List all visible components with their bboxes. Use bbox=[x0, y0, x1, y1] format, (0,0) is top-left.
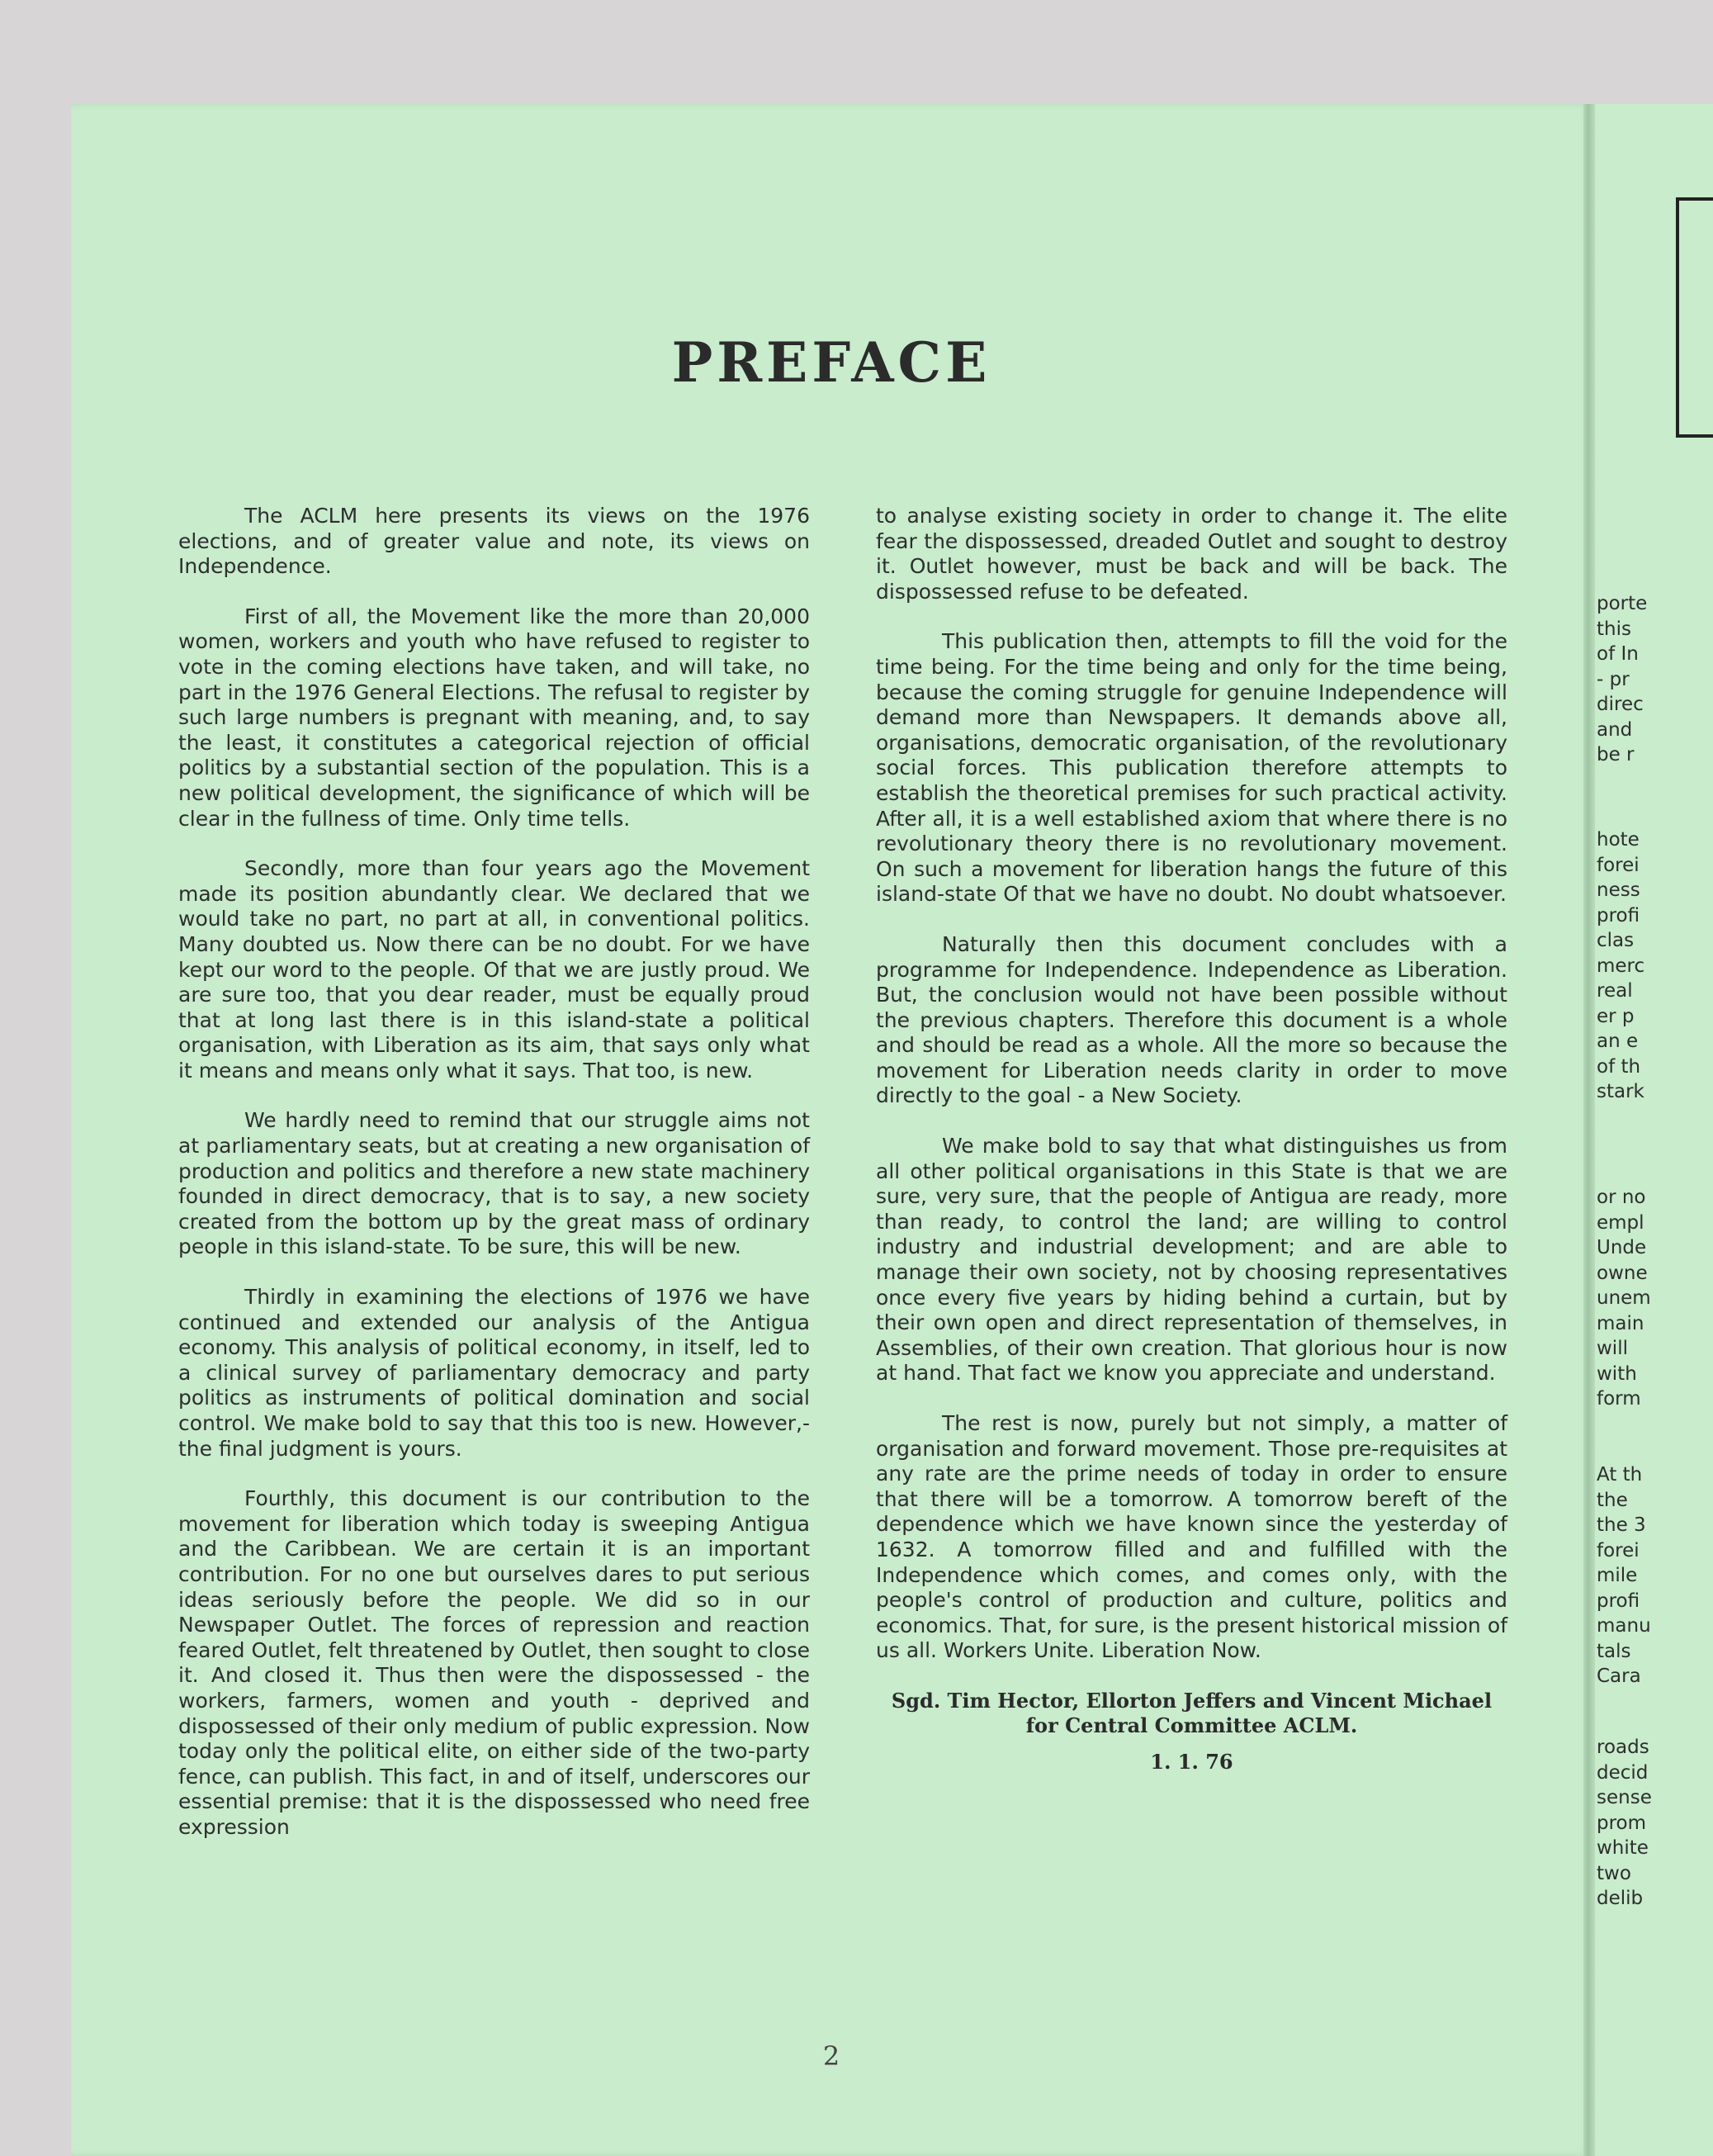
page-title: PREFACE bbox=[671, 330, 991, 395]
fragment-line: with bbox=[1597, 1362, 1637, 1385]
fragment-line: Cara bbox=[1597, 1666, 1641, 1687]
fragment-line: roads bbox=[1597, 1737, 1649, 1758]
fragment-line: direc bbox=[1597, 694, 1644, 715]
fragment-line: the bbox=[1597, 1489, 1628, 1511]
fragment-line: empl bbox=[1597, 1211, 1644, 1234]
fragment-line: porte bbox=[1597, 593, 1648, 614]
fragment-line: clas bbox=[1597, 930, 1635, 951]
fragment-line: this bbox=[1597, 618, 1631, 640]
next-page-fragment bbox=[1597, 827, 1713, 1105]
fragment-line: mile bbox=[1597, 1565, 1638, 1586]
book-spine bbox=[1583, 104, 1595, 2156]
fragment-line: and bbox=[1597, 718, 1633, 741]
paragraph: The ACLM here presents its views on the 1976 elections, and of greater value and note, its views on Independence. bbox=[178, 504, 810, 579]
signature: Sgd. Tim Hector, Ellorton Jeffers and Vincent Michael for Central Committee ACLM. bbox=[891, 1688, 1493, 1737]
fragment-line: tals bbox=[1597, 1640, 1631, 1662]
fragment-line: prom bbox=[1597, 1812, 1647, 1834]
fragment-line: unem bbox=[1597, 1287, 1651, 1309]
paragraph: The rest is now, purely but not simply, a matter of organisation and forward movement. Those pre-requisites at any rate are the prime needs of today in order to ensure that there will be a tomorrow. A tomorrow bereft of the dependence which we have known since the yesterday of 1632. A tomorrow filled and and fulfilled with the Independence which comes, and comes only, with the people's control of production and culture, politics and economics. That, for sure, is the present historical mission of us all. Workers Unite. Liberation Now. bbox=[876, 1411, 1507, 1663]
fragment-line: the 3 bbox=[1597, 1514, 1646, 1536]
fragment-line: - pr bbox=[1597, 668, 1630, 690]
fragment-line: will bbox=[1597, 1338, 1628, 1359]
next-page-fragment bbox=[1597, 591, 1713, 768]
paragraph: We hardly need to remind that our struggle aims not at parliamentary seats, but at creating a new organisation of production and politics and therefore a new state machinery founded in direct democracy, that is to say, a new society created from the bottom up by the great mass of ordinary people in this island-state. To be sure, this will be new. bbox=[178, 1108, 810, 1259]
next-page-fragment bbox=[1597, 1462, 1713, 1689]
fragment-line: owne bbox=[1597, 1262, 1648, 1284]
fragment-line: delib bbox=[1597, 1888, 1644, 1909]
fragment-line: of In bbox=[1597, 643, 1639, 665]
fragment-line: of th bbox=[1597, 1055, 1641, 1078]
fragment-line: or no bbox=[1597, 1187, 1646, 1208]
paragraph: This publication then, attempts to fill the void for the time being. For the time being and only for the time being, because the coming struggle for genuine Independence will demand more than Newspapers. It demands above all, organisations, democratic organisation, of the revolutionary social forces. This publication therefore attempts to establish the theoretical premises for such practical activity. After all, it is a well established axiom that where there is no revolutionary theory there is no revolutionary movement. On such a movement for liberation hangs the future of this island-state Of that we have no doubt. No doubt whatsoever. bbox=[876, 629, 1507, 907]
box-frame bbox=[1676, 197, 1713, 438]
page-number: 2 bbox=[822, 2040, 840, 2072]
fragment-line: form bbox=[1597, 1388, 1641, 1410]
next-page-fragment bbox=[1597, 1735, 1713, 1912]
paragraph: We make bold to say that what distinguishes us from all other political organisations in this State is that we are sure, very sure, that the people of Antigua are ready, more than ready, to control the land; are willing to control industry and industrial development; and are able to manage their own society, not by choosing representatives once every five years by hiding behind a curtain, but by their own open and direct representation of themselves, in Assemblies, of their own creation. That glorious hour is now at hand. That fact we know you appreciate and understand. bbox=[876, 1134, 1507, 1386]
paragraph: Thirdly in examining the elections of 1976 we have continued and extended our analysis of the Antigua economy. This analysis of political economy, in itself, led to a clinical survey of parliamentary democracy and party politics as instruments of political domination and social control. We make bold to say that this too is new. However,- the final judgment is yours. bbox=[178, 1285, 810, 1461]
fragment-line: an e bbox=[1597, 1031, 1639, 1052]
fragment-line: real bbox=[1597, 980, 1633, 1002]
fragment-line: At th bbox=[1597, 1464, 1643, 1486]
fragment-line: two bbox=[1597, 1862, 1631, 1884]
fragment-line: hote bbox=[1597, 829, 1640, 851]
fragment-line: main bbox=[1597, 1312, 1644, 1334]
fragment-line: merc bbox=[1597, 955, 1645, 977]
fragment-line: profi bbox=[1597, 904, 1640, 926]
paragraph: to analyse existing society in order to change it. The elite fear the dispossessed, dreaded Outlet and sought to destroy it. Outlet however, must be back and will be back. The dispossessed refuse to be defeated. bbox=[876, 504, 1507, 604]
left-column bbox=[178, 504, 810, 1865]
next-page-fragment bbox=[1597, 1185, 1713, 1412]
paragraph: Fourthly, this document is our contribution to the movement for liberation which today is sweeping Antigua and the Caribbean. We are certain it is an important contribution. For no one but ourselves dares to put serious ideas seriously before the people. We did so in our Newspaper Outlet. The forces of repression and reaction feared Outlet, felt threatened by Outlet, then sought to close it. And closed it. Thus then were the dispossessed - the workers, farmers, women and youth - deprived and dispossessed of their only medium of public expression. Now today only the political elite, on either side of the two-party fence, can publish. This fact, in and of itself, underscores our essential premise: that it is the dispossessed who need free expression bbox=[178, 1486, 810, 1839]
fragment-line: ness bbox=[1597, 879, 1640, 901]
right-column bbox=[876, 504, 1507, 1775]
fragment-line: er p bbox=[1597, 1005, 1635, 1027]
paragraph: Naturally then this document concludes with a programme for Independence. Independence as Liberation. But, the conclusion would not have been possible without the previous chapters. Therefore this document is a whole and should be read as a whole. All the more so because the movement for Liberation needs clarity in order to move directly to the goal - a New Society. bbox=[876, 931, 1507, 1108]
fragment-line: sense bbox=[1597, 1787, 1652, 1808]
fragment-line: manu bbox=[1597, 1615, 1651, 1637]
fragment-line: decid bbox=[1597, 1761, 1649, 1784]
date: 1. 1. 76 bbox=[1150, 1749, 1233, 1774]
fragment-line: profi bbox=[1597, 1590, 1640, 1612]
fragment-line: forei bbox=[1597, 1539, 1640, 1561]
fragment-line: Unde bbox=[1597, 1237, 1647, 1258]
fragment-line: forei bbox=[1597, 854, 1640, 876]
paragraph: Secondly, more than four years ago the Movement made its position abundantly clear. We declared that we would take no part, no part at all, in conventional politics. Many doubted us. Now there can be no doubt. For we have kept our word to the people. Of that we are justly proud. We are sure too, that you dear reader, must be equally proud that at long last there is in this island-state a political organisation, with Liberation as its aim, that says only what it means and means only what it says. That too, is new. bbox=[178, 856, 810, 1083]
fragment-line: stark bbox=[1597, 1081, 1644, 1102]
left-page bbox=[71, 104, 1592, 2156]
fragment-line: be r bbox=[1597, 744, 1635, 765]
next-page-edge bbox=[1595, 104, 1713, 2156]
fragment-line: white bbox=[1597, 1837, 1649, 1859]
paragraph: First of all, the Movement like the more than 20,000 women, workers and youth who have refused to register to vote in the coming elections have taken, and will take, no part in the 1976 General Elections. The refusal to register by such large numbers is pregnant with meaning, and, to say the least, it constitutes a categorical rejection of official politics by a substantial section of the population. This is a new political development, the significance of which will be clear in the fullness of time. Only time tells. bbox=[178, 604, 810, 831]
